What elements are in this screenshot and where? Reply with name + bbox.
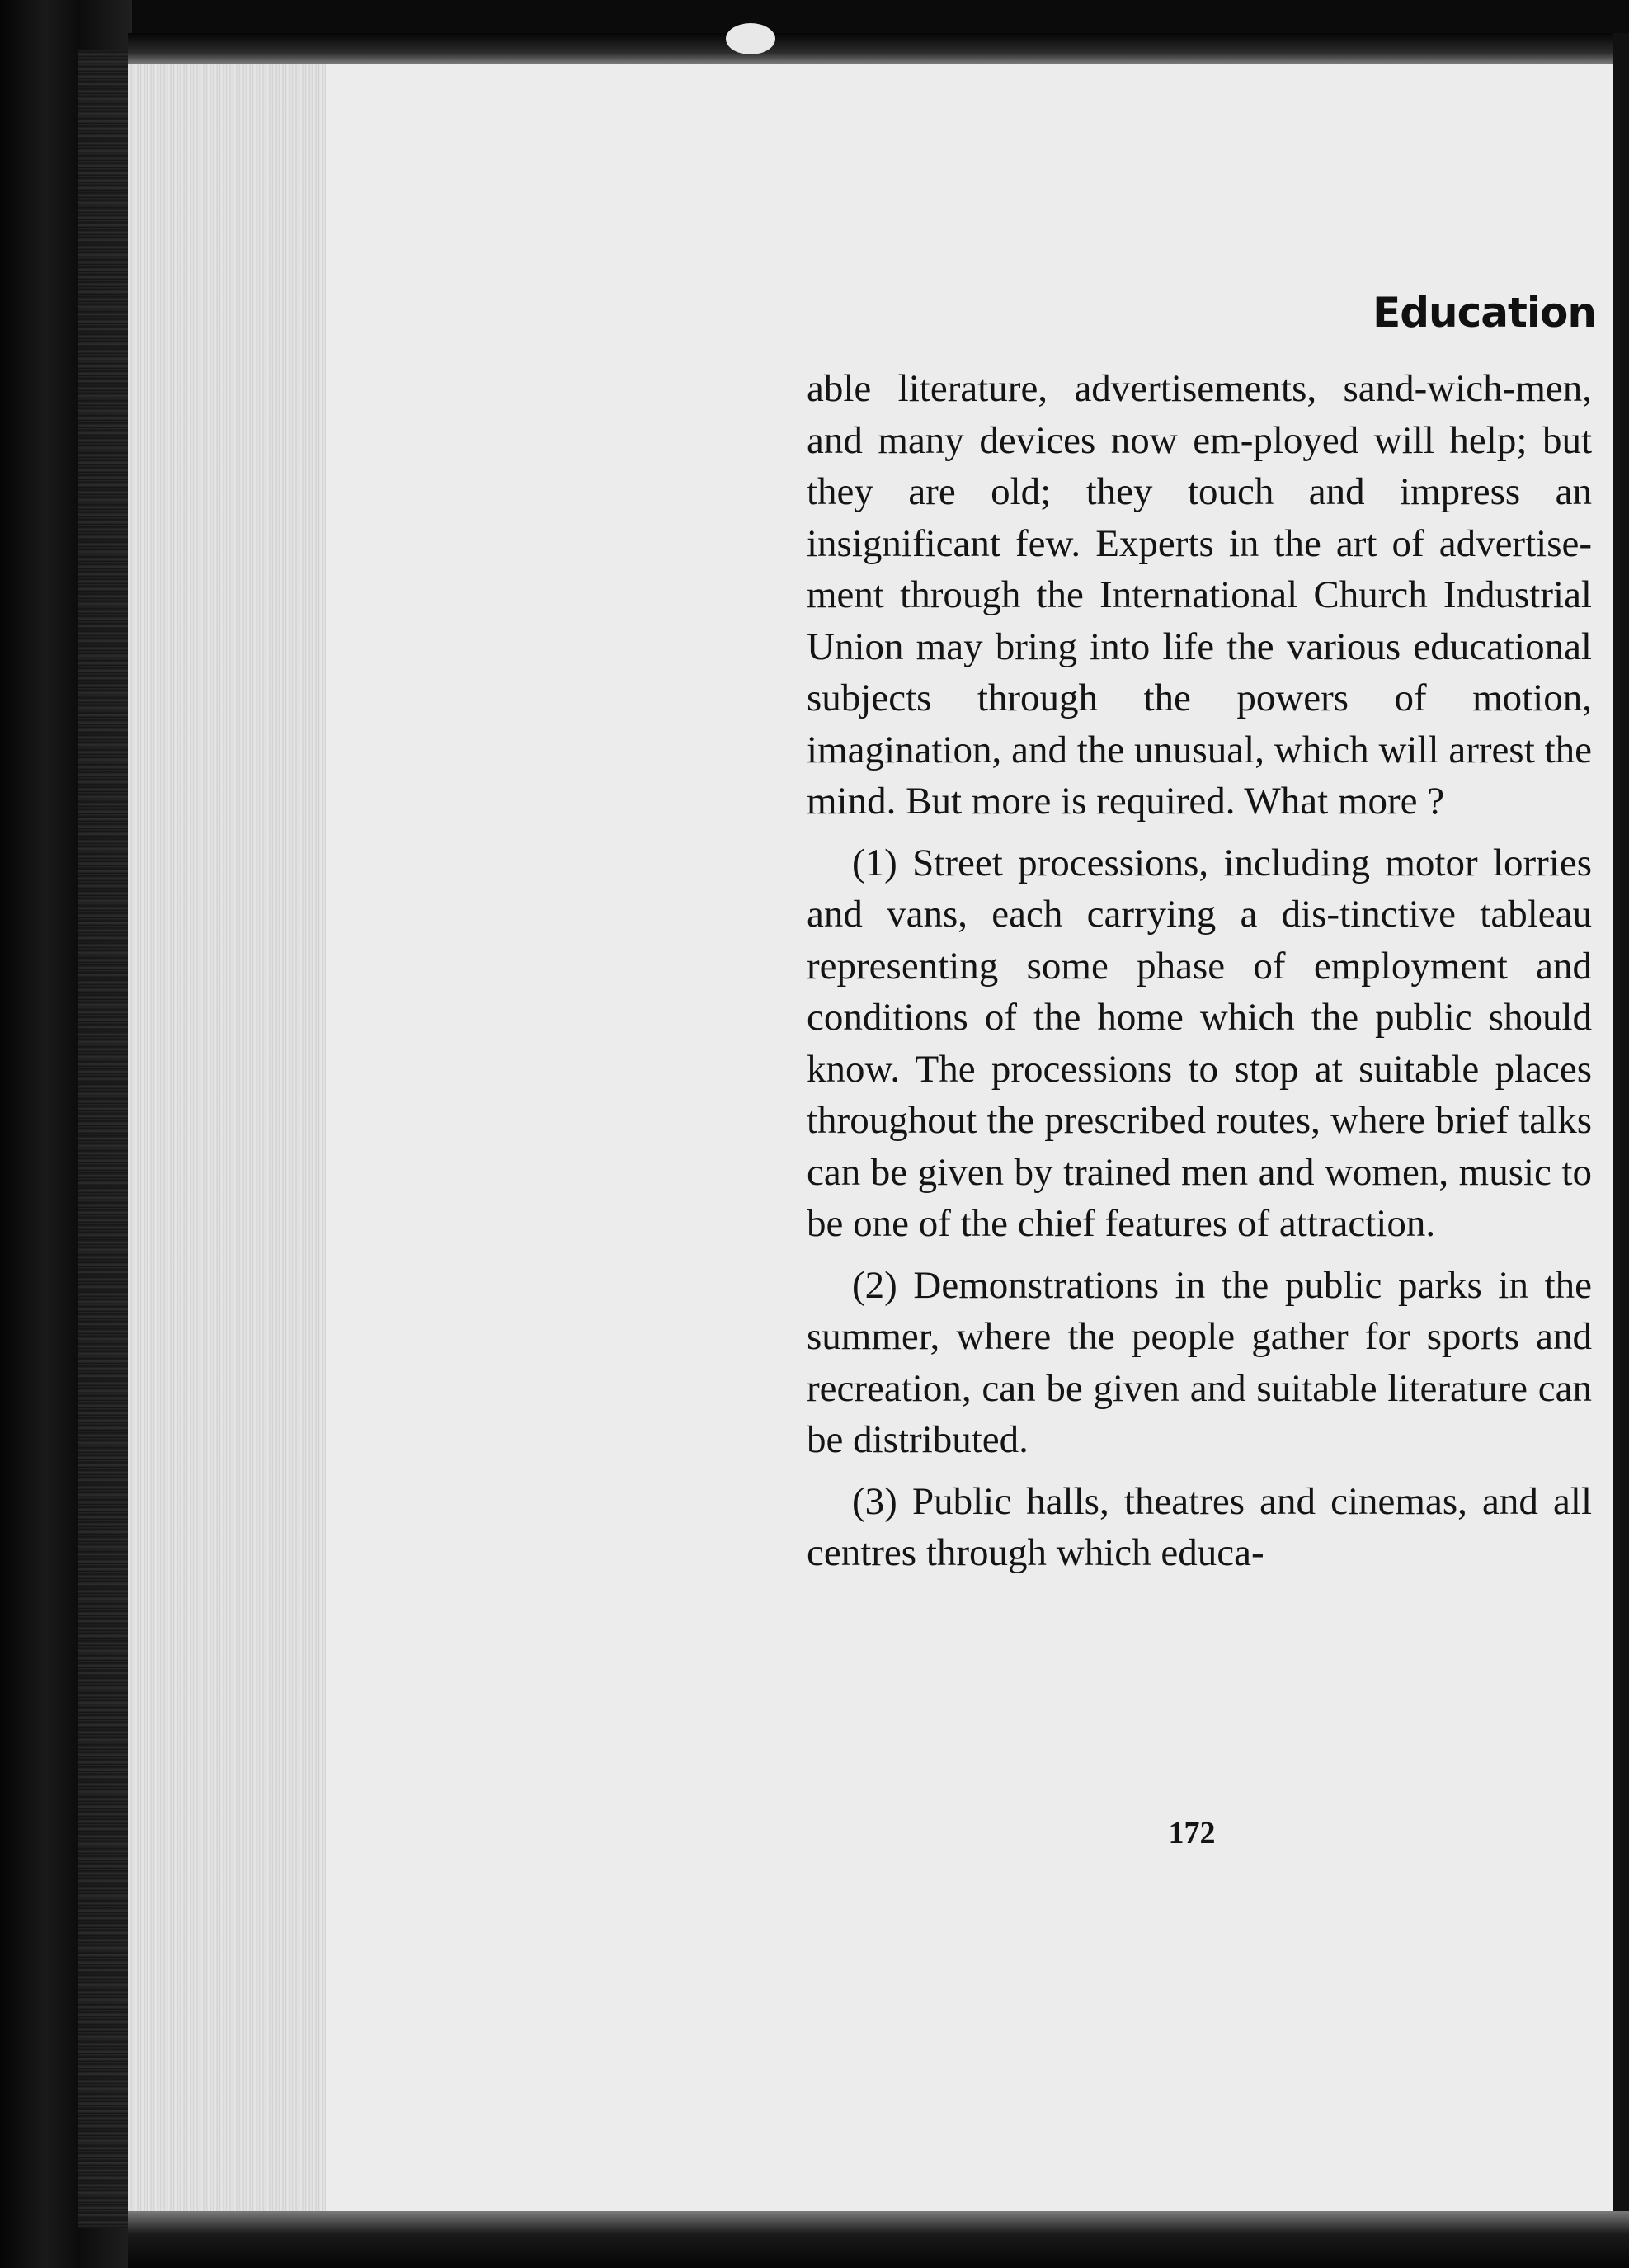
paragraph: able literature, advertisements, sand-wich-men, and many devices now em-ployed will help; but they are old; they touch and impress an insignificant few. Experts in the art of advertise-ment through the International Church Industrial Union may bring into life the various educational subjects through the powers of motion, imagination, and the unusual, which will arrest the mind. But more is required. What more ? (807, 367, 1592, 823)
top-edge-shadow (128, 33, 1629, 66)
page-number: 172 (1168, 1816, 1216, 1851)
running-head: Education (1372, 289, 1596, 337)
paragraph: (2) Demonstrations in the public parks in the summer, where the people gather for sports and recreation, can be given and suitable literature can be distributed. (807, 1263, 1592, 1461)
paragraph: (1) Street processions, including motor lorries and vans, each carrying a dis-tinctive tableau representing some phase of employment and conditions of the home which the public should know. The processions to stop at suitable places throughout the prescribed routes, where brief talks can be given by trained men and women, music to be one of the chief features of attraction. (807, 841, 1592, 1245)
right-edge-shadow (1613, 33, 1629, 2261)
paragraph: (3) Public halls, theatres and cinemas, and all centres through which educa- (807, 1479, 1592, 1574)
paper-speck (726, 23, 775, 54)
body-text (807, 363, 1592, 1579)
bottom-edge-shadow (128, 2211, 1629, 2268)
book-binding (0, 0, 132, 2268)
page-stack-edge (128, 64, 326, 2218)
